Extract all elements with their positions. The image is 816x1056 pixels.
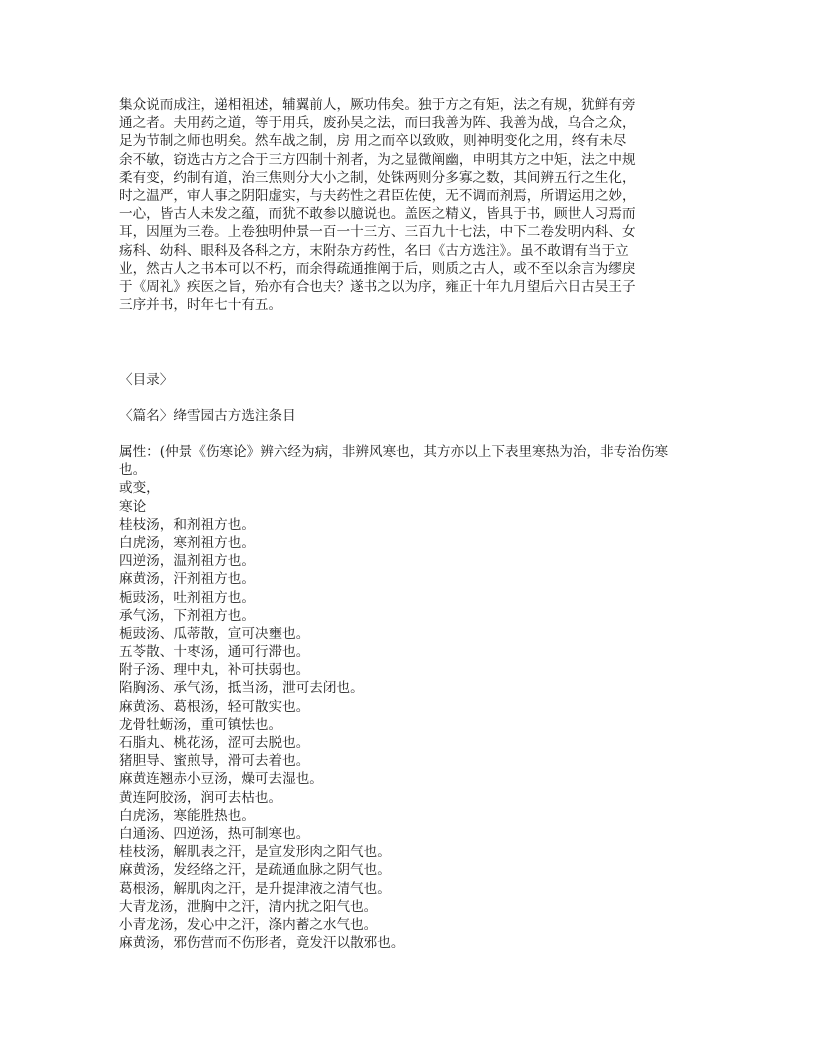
entry-list xyxy=(119,443,699,952)
toc-heading-text: 〈目录〉 xyxy=(119,372,174,388)
preface-line: 柔有变，约制有道，治三焦则分大小之制，处铢两则分多寡之数，其间辨五行之生化， xyxy=(119,169,636,186)
preface-line: 三序并书，时年七十有五。 xyxy=(119,297,283,314)
preface-line: 于《周礼》疾医之旨，殆亦有合也夫？遂书之以为序，雍正十年九月望后六日古吴王子 xyxy=(119,278,636,295)
list-item: 石脂丸、桃花汤，涩可去脱也。 xyxy=(119,735,310,751)
list-item: 承气汤，下剂祖方也。 xyxy=(119,607,255,624)
preface-line: 足为节制之师也明矣。然车战之制，房 用之而卒以致败，则神明变化之用，终有未尽 xyxy=(119,133,627,150)
list-item: 也。 xyxy=(119,462,147,479)
list-item: 五苓散、十枣汤，通可行滞也。 xyxy=(119,644,310,661)
preface-line: 一心，皆古人未发之蕴，而犹不敢参以臆说也。盖医之精义，皆具于书，顾世人习焉而 xyxy=(119,206,636,223)
list-item: 大青龙汤，泄胸中之汗，清内扰之阳气也。 xyxy=(119,898,378,915)
list-item: 麻黄汤、葛根汤，轻可散实也。 xyxy=(119,698,310,715)
list-item: 白通汤、四逆汤，热可制寒也。 xyxy=(119,825,310,842)
chapter-title-text: 〈篇名〉绛雪园古方选注条目 xyxy=(119,408,296,424)
preface-line: 时之温严，审人事之阴阳虚实，与夫药性之君臣佐使，无不调而剂焉，所谓运用之妙， xyxy=(119,187,636,204)
preface-line: 集众说而成注，递相祖述，辅翼前人，厥功伟矣。独于方之有矩，法之有规，犹鲜有旁 xyxy=(119,97,636,113)
list-item: 栀豉汤，吐剂祖方也。 xyxy=(119,589,255,606)
list-item: 桂枝汤，解肌表之汗，是宣发形肉之阳气也。 xyxy=(119,844,391,861)
list-item: 龙骨牡蛎汤，重可镇怯也。 xyxy=(119,716,283,733)
list-item: 四逆汤，温剂祖方也。 xyxy=(119,553,255,570)
list-item: 白虎汤，寒能胜热也。 xyxy=(119,807,255,824)
list-item: 小青龙汤，发心中之汗，涤内蓄之水气也。 xyxy=(119,916,378,933)
list-item: 猪胆导、蜜煎导，滑可去着也。 xyxy=(119,753,310,770)
list-item: 寒论 xyxy=(119,498,147,515)
preface-line: 疡科、幼科、眼科及各科之方，末附杂方药性，名曰《古方选注》。虽不敢谓有当于立 xyxy=(119,242,629,259)
toc-heading xyxy=(119,371,699,389)
list-item: 栀豉汤、瓜蒂散，宣可决壅也。 xyxy=(119,625,310,642)
list-item: 麻黄汤，邪伤营而不伤形者，竟发汗以散邪也。 xyxy=(119,935,405,952)
list-item: 陷胸汤、承气汤，抵当汤，泄可去闭也。 xyxy=(119,680,364,697)
list-item: 附子汤、理中丸，补可扶弱也。 xyxy=(119,662,310,679)
list-item: 葛根汤，解肌肉之汗，是升提津液之清气也。 xyxy=(119,880,391,897)
chapter-title xyxy=(119,407,699,425)
list-item: 黄连阿胶汤，润可去枯也。 xyxy=(119,789,283,806)
preface-line: 通之者。夫用药之道，等于用兵，废孙吴之法，而曰我善为阵、我善为战，乌合之众， xyxy=(119,115,636,132)
preface-line: 耳，因厘为三卷。上卷独明仲景一百一十三方、三百九十七法，中下二卷发明内科、女 xyxy=(119,224,636,241)
preface-line: 余不敏，窃选古方之合于三方四制十剂者，为之显微阐幽，申明其方之中矩，法之中规 xyxy=(119,151,636,168)
list-item: 桂枝汤，和剂祖方也。 xyxy=(119,516,255,533)
list-item: 属性：(仲景《伤寒论》辨六经为病，非辨风寒也，其方亦以上下表里寒热为治，非专治伤寒 xyxy=(119,444,669,460)
list-item: 麻黄汤，发经络之汗，是疏通血脉之阴气也。 xyxy=(119,862,391,879)
list-item: 或变， xyxy=(119,480,160,497)
list-item: 麻黄汤，汗剂祖方也。 xyxy=(119,571,255,588)
preface-paragraph xyxy=(119,96,699,314)
list-item: 白虎汤，寒剂祖方也。 xyxy=(119,534,255,551)
preface-line: 业，然古人之书本可以不朽，而余得疏通推阐于后，则质之古人，或不至以余言为缪戾 xyxy=(119,260,636,277)
list-item: 麻黄连翘赤小豆汤，燥可去湿也。 xyxy=(119,771,323,788)
